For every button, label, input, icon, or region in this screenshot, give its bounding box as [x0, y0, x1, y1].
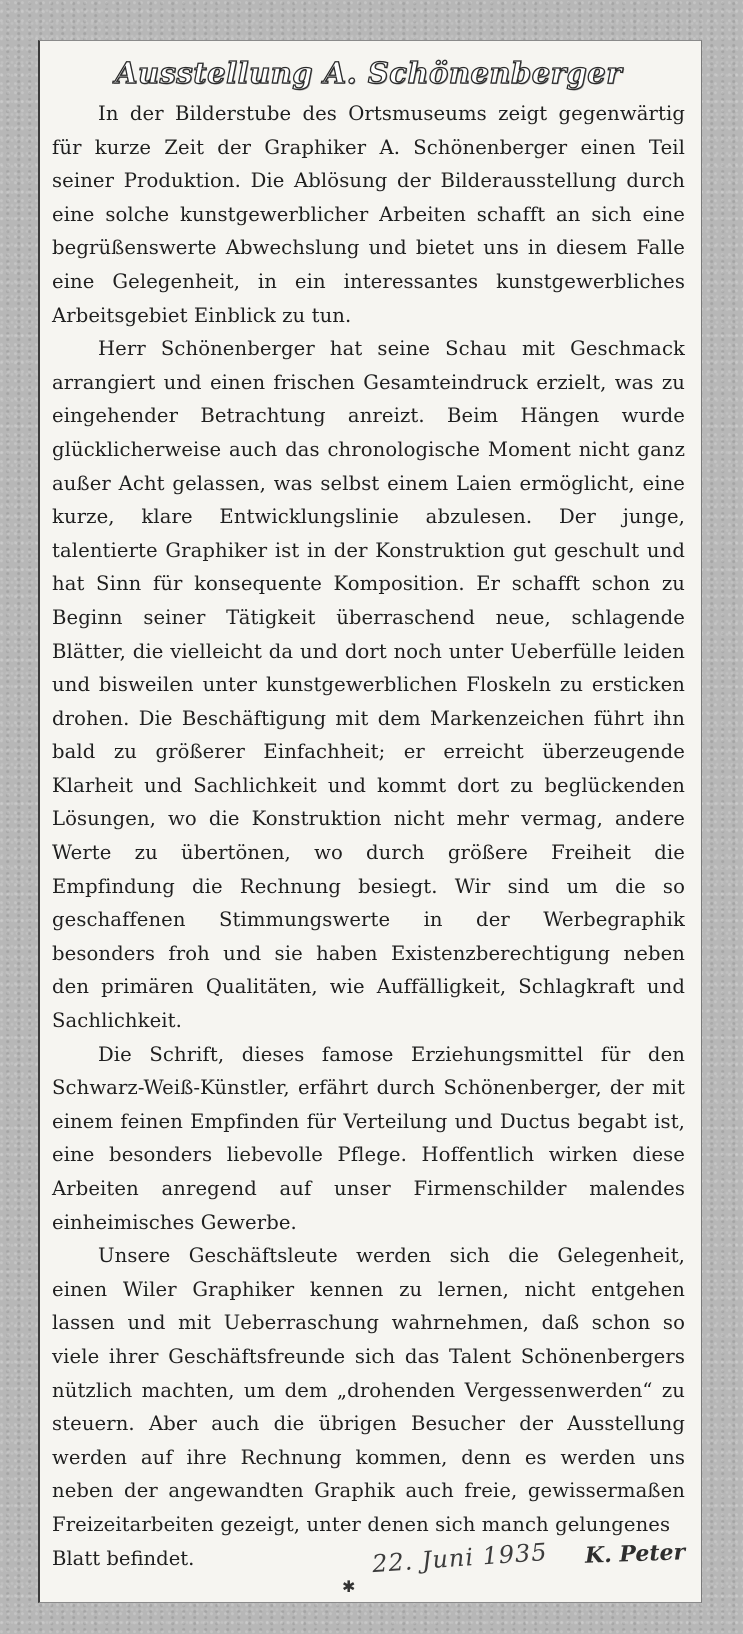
- newspaper-clipping: [38, 40, 702, 1603]
- author-signature: K. Peter: [584, 1538, 686, 1569]
- article-closing-text: Blatt befindet.: [52, 1546, 195, 1570]
- article-title: Ausstellung A. Schönenberger: [114, 56, 622, 90]
- article-paragraph-4: Unsere Geschäftsleute werden sich die Gelegenheit, einen Wiler Graphiker kennen zu lernen, nicht entgehen lassen und mit Ueberraschung wahrnehmen, daß schon so viele ihrer Geschäftsfreunde sich das Talent Schönenbergers nützlich machten, um dem „drohenden Vergessenwerden“ zu steuern. Aber auch die übrigen Besucher der Ausstellung werden auf ihre Rechnung kommen, denn es werden uns neben der angewandten Graphik auch freie, gewissermaßen Freizeitarbeiten gezeigt, unter denen sich manch gelungenes: [52, 1244, 685, 1536]
- article-paragraph-1: In der Bilderstube des Ortsmuseums zeigt gegenwärtig für kurze Zeit der Graphiker A. Schönenberger einen Teil seiner Produktion. Die Ablösung der Bilderausstellung durch eine solche kunstgewerblicher Arbeiten schafft an sich eine begrüßenswerte Abwechslung und bietet uns in diesem Falle eine Gelegenheit, in ein interessantes kunstgewerbliches Arbeitsgebiet Einblick zu tun.: [52, 102, 685, 327]
- asterisk-mark-icon: ✱: [342, 1577, 356, 1596]
- handwritten-date: 22. Juni 1935: [371, 1537, 549, 1578]
- article-paragraph-3: Die Schrift, dieses famose Erziehungsmittel für den Schwarz-Weiß-Künstler, erfährt durch Schönenberger, der mit einem feinen Empfinden für Verteilung und Ductus begabt ist, eine besonders liebevolle Pflege. Hoffentlich wirken diese Arbeiten anregend auf unser Firmenschilder malendes einheimisches Gewerbe.: [52, 1042, 685, 1234]
- article-paragraph-2: Herr Schönenberger hat seine Schau mit Geschmack arrangiert und einen frischen Gesamteindruck erzielt, was zu eingehender Betrachtung anreizt. Beim Hängen wurde glücklicherweise auch das chronologische Moment nicht ganz außer Acht gelassen, was selbst einem Laien ermöglicht, eine kurze, klare Entwicklungslinie abzulesen. Der junge, talentierte Graphiker ist in der Konstruktion gut geschult und hat Sinn für konsequente Komposition. Er schafft schon zu Beginn seiner Tätigkeit überraschend neue, schlagende Blätter, die vielleicht da und dort noch unter Ueberfülle leiden und bisweilen unter kunstgewerblichen Floskeln zu ersticken drohen. Die Beschäftigung mit dem Markenzeichen führt ihn bald zu größerer Einfachheit; er erreicht überzeugende Klarheit und Sachlichkeit und kommt dort zu beglückenden Lösungen, wo die Konstruktion nicht mehr vermag, andere Werte zu übertönen, wo durch größere Freiheit die Empfindung die Rechnung besiegt. Wir sind um die so geschaffenen Stimmungswerte in der Werbegraphik besonders froh und sie haben Existenzberechtigung neben den primären Qualitäten, wie Auffälligkeit, Schlagkraft und Sachlichkeit.: [52, 337, 685, 1033]
- article-closing-line: [52, 1537, 686, 1578]
